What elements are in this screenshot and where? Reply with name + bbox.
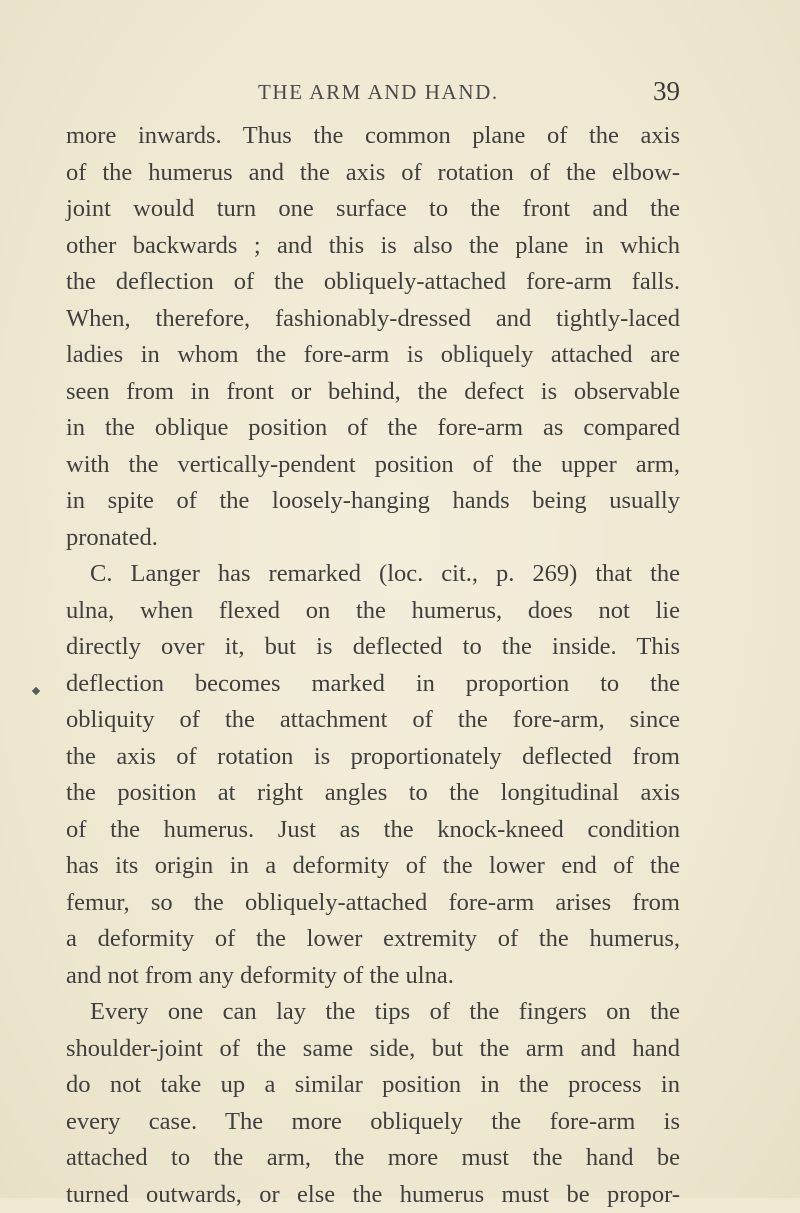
text-line: directly over it, but is deflected to the inside. This [66, 629, 680, 666]
text-line: in spite of the loosely-hanging hands being usually [66, 483, 680, 520]
text-line: do not take up a similar position in the process in [66, 1067, 680, 1104]
text-line: deflection becomes marked in proportion to the [66, 666, 680, 703]
text-line: turned outwards, or else the humerus must be propor- [66, 1177, 680, 1213]
text-line: joint would turn one surface to the front and the [66, 191, 680, 228]
text-line: a deformity of the lower extremity of the humerus, [66, 921, 680, 958]
text-line: has its origin in a deformity of the lower end of the [66, 848, 680, 885]
text-line: ulna, when flexed on the humerus, does not lie [66, 593, 680, 630]
page-header [66, 80, 680, 110]
page-number: 39 [653, 76, 680, 107]
margin-mark-icon [32, 687, 40, 695]
text-line: Every one can lay the tips of the fingers on the [66, 994, 680, 1031]
text-line: more inwards. Thus the common plane of the axis [66, 118, 680, 155]
text-line: of the humerus and the axis of rotation of the elbow- [66, 155, 680, 192]
body-text [66, 118, 680, 1213]
text-line: When, therefore, fashionably-dressed and tightly-laced [66, 301, 680, 338]
text-line: femur, so the obliquely-attached fore-arm arises from [66, 885, 680, 922]
text-line: shoulder-joint of the same side, but the arm and hand [66, 1031, 680, 1068]
text-line: obliquity of the attachment of the fore-arm, since [66, 702, 680, 739]
text-line: other backwards ; and this is also the plane in which [66, 228, 680, 265]
running-head: THE ARM AND HAND. [258, 80, 499, 105]
text-line: the axis of rotation is proportionately deflected from [66, 739, 680, 776]
text-line: the position at right angles to the longitudinal axis [66, 775, 680, 812]
text-line: the deflection of the obliquely-attached fore-arm falls. [66, 264, 680, 301]
text-line: ladies in whom the fore-arm is obliquely attached are [66, 337, 680, 374]
text-line: with the vertically-pendent position of the upper arm, [66, 447, 680, 484]
text-line: seen from in front or behind, the defect is observable [66, 374, 680, 411]
text-line: in the oblique position of the fore-arm as compared [66, 410, 680, 447]
text-line: of the humerus. Just as the knock-kneed condition [66, 812, 680, 849]
text-line: every case. The more obliquely the fore-arm is [66, 1104, 680, 1141]
text-line: C. Langer has remarked (loc. cit., p. 269) that the [66, 556, 680, 593]
text-line: attached to the arm, the more must the hand be [66, 1140, 680, 1177]
text-line: and not from any deformity of the ulna. [66, 958, 680, 995]
text-line: pronated. [66, 520, 680, 557]
